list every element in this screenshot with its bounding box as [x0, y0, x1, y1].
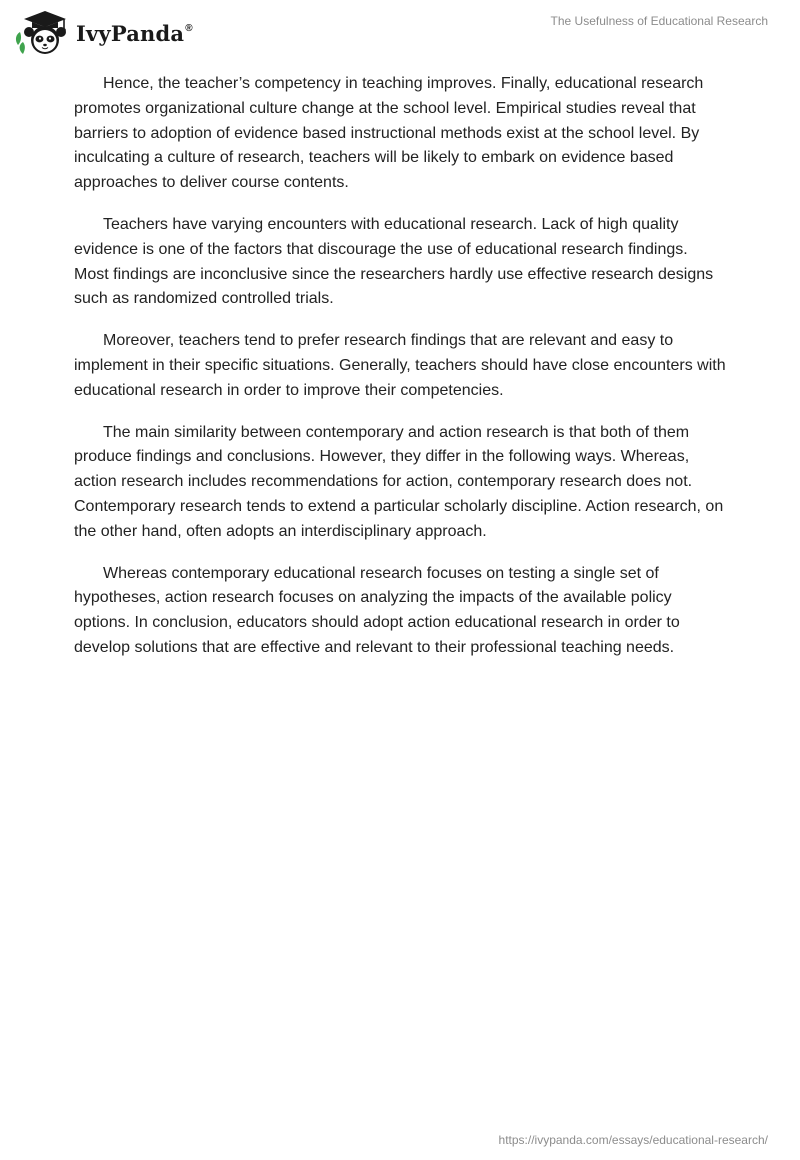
page-header	[0, 0, 800, 60]
paragraph: Teachers have varying encounters with educational research. Lack of high quality evidence is one of the factors that discourage the use of educational research findings. Most findings are inconclusive since the researchers hardly use effective research designs such as randomized controlled trials.	[74, 215, 714, 308]
paragraph: Hence, the teacher’s competency in teaching improves. Finally, educational research promotes organizational culture change at the school level. Empirical studies reveal that barriers to adoption of evidence based instructional methods exist at the school level. By inculcating a culture of research, teachers will be likely to embark on evidence based approaches to deliver course contents.	[74, 75, 704, 192]
paragraph: Whereas contemporary educational research focuses on testing a single set of hypotheses, action research focuses on analyzing the impacts of the available policy options. In conclusion, educators should adopt action educational research in order to develop solutions that are effective and relevant to their professional teaching needs.	[74, 564, 680, 656]
essay-body	[74, 72, 726, 678]
brand-name: IvyPanda®	[76, 20, 193, 46]
paragraph: Moreover, teachers tend to prefer research findings that are relevant and easy to implement in their specific situations. Generally, teachers should have close encounters with educational research in order to improve their competencies.	[74, 332, 726, 399]
source-url-link[interactable]: https://ivypanda.com/essays/educational-research/	[498, 1133, 768, 1147]
panda-graduate-icon	[14, 8, 72, 56]
registered-mark: ®	[185, 22, 193, 34]
ivypanda-logo[interactable]	[14, 8, 193, 56]
document-title: The Usefulness of Educational Research	[550, 14, 768, 28]
paragraph: The main similarity between contemporary and action research is that both of them produce findings and conclusions. However, they differ in the following ways. Whereas, action research includes recommendations for action, contemporary research does not. Contemporary research tends to extend a particular scholarly discipline. Action research, on the other hand, often adopts an interdisciplinary approach.	[74, 423, 724, 540]
